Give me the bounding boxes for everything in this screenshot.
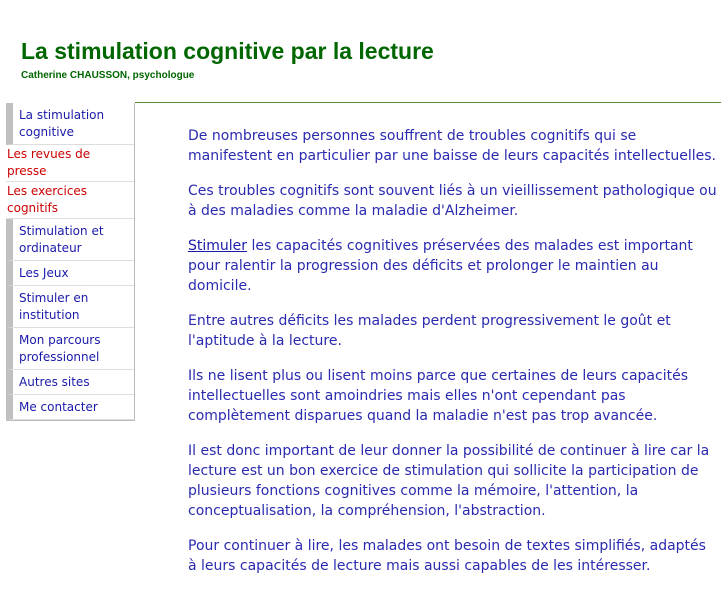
content-paragraph: Entre autres déficits les malades perdent progressivement le goût et l'aptitude à la lecture. — [188, 313, 671, 349]
content-paragraph: Ils ne lisent plus ou lisent moins parce que certaines de leurs capacités intellectuelles sont amoindries mais elles n'ont cependant pas complètement disparues quand la maladie n'est pas trop avancée. — [188, 368, 688, 424]
page-title: La stimulation cognitive par la lecture — [21, 38, 434, 64]
sidebar-item-jeux[interactable]: Les Jeux — [6, 261, 134, 286]
sidebar-item-stimuler-institution[interactable]: Stimuler en institution — [6, 286, 134, 328]
content-paragraph: De nombreuses personnes souffrent de troubles cognitifs qui se manifestent en particulier par une baisse de leurs capacités intellectuelles. — [188, 128, 716, 164]
sidebar-item-me-contacter[interactable]: Me contacter — [6, 395, 134, 420]
sidebar-item-stimulation-cognitive[interactable]: La stimulation cognitive — [6, 103, 134, 145]
content-paragraph — [188, 236, 718, 296]
main-content — [188, 126, 718, 591]
content-paragraph-text: les capacités cognitives préservées des malades est important pour ralentir la progression des déficits et prolonger le maintien au domicile. — [188, 238, 693, 294]
content-paragraph: Ces troubles cognitifs sont souvent liés à un vieillissement pathologique ou à des maladies comme la maladie d'Alzheimer. — [188, 183, 717, 219]
content-paragraph: Pour continuer à lire, les malades ont besoin de textes simplifiés, adaptés à leurs capacités de lecture mais aussi capables de les intéresser. — [188, 538, 706, 574]
stimuler-link[interactable]: Stimuler — [188, 238, 248, 254]
sidebar-item-stimulation-ordinateur[interactable]: Stimulation et ordinateur — [6, 219, 134, 261]
sidebar-item-exercices-cognitifs[interactable]: Les exercices cognitifs — [6, 182, 134, 219]
sidebar-item-parcours-professionnel[interactable]: Mon parcours professionnel — [6, 328, 134, 370]
page-subtitle: Catherine CHAUSSON, psychologue — [21, 70, 195, 81]
header-divider — [135, 102, 721, 103]
site-header — [0, 0, 727, 104]
content-paragraph: Il est donc important de leur donner la possibilité de continuer à lire car la lecture est un bon exercice de stimulation qui sollicite la participation de plusieurs fonctions cognitives comme la mémoire, l'attention, la conceptualisation, la compréhension, l'abstraction. — [188, 443, 710, 519]
sidebar-item-autres-sites[interactable]: Autres sites — [6, 370, 134, 395]
sidebar-nav — [6, 103, 135, 421]
sidebar-item-revues-de-presse[interactable]: Les revues de presse — [6, 145, 134, 182]
